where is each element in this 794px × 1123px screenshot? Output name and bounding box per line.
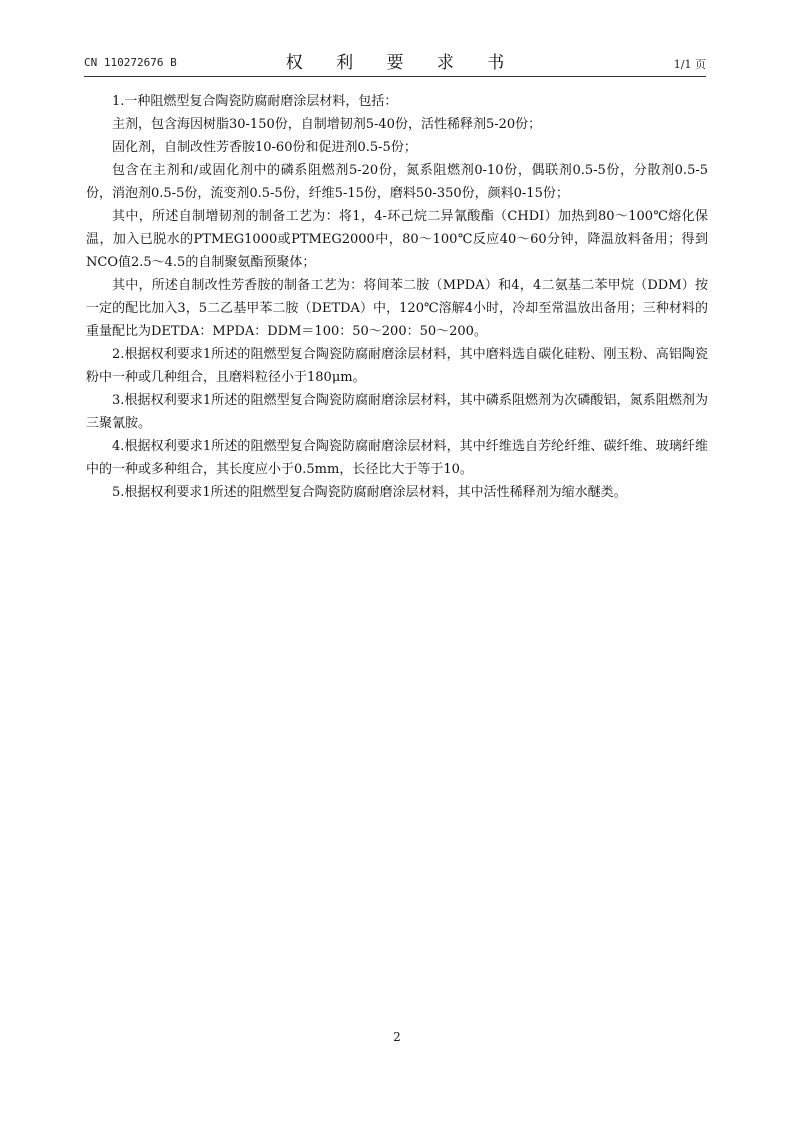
patent-number: CN 110272676 B	[84, 56, 177, 69]
page-number: 2	[393, 1030, 401, 1044]
claim-4: 4.根据权利要求1所述的阻燃型复合陶瓷防腐耐磨涂层材料，其中纤维选自芳纶纤维、碳纤维、玻璃纤维中的一种或多种组合，其长度应小于0.5mm，长径比大于等于10。	[86, 439, 708, 477]
claim-1-toughener-process: 其中，所述自制增韧剂的制备工艺为：将1，4-环己烷二异氰酸酯（CHDI）加热到80～100℃熔化保温，加入已脱水的PTMEG1000或PTMEG2000中，80～100℃反应40～60分钟，降温放料备用；得到NCO值2.5～4.5的自制聚氨酯预聚体；	[86, 209, 708, 270]
claim-1-additives: 包含在主剂和/或固化剂中的磷系阻燃剂5-20份，氮系阻燃剂0-10份，偶联剂0.5-5份，分散剂0.5-5份，消泡剂0.5-5份，流变剂0.5-5份，纤维5-15份，磨料50-350份，颜料0-15份；	[86, 163, 708, 201]
page-indicator: 1/1 页	[673, 58, 706, 71]
claim-3: 3.根据权利要求1所述的阻燃型复合陶瓷防腐耐磨涂层材料，其中磷系阻燃剂为次磷酸铝，氮系阻燃剂为三聚氰胺。	[86, 393, 708, 431]
claim-5: 5.根据权利要求1所述的阻燃型复合陶瓷防腐耐磨涂层材料，其中活性稀释剂为缩水醚类。	[112, 485, 627, 500]
header-divider	[84, 76, 706, 77]
document-title: 权 利 要 求 书	[285, 53, 519, 73]
claim-1-main-agent: 主剂，包含海因树脂30-150份，自制增韧剂5-40份，活性稀释剂5-20份；	[112, 117, 542, 132]
claim-1-intro: 1.一种阻燃型复合陶瓷防腐耐磨涂层材料，包括：	[112, 94, 398, 109]
claim-1-curing-agent: 固化剂，自制改性芳香胺10-60份和促进剂0.5-5份；	[112, 140, 417, 155]
page-header	[84, 48, 706, 74]
claim-2: 2.根据权利要求1所述的阻燃型复合陶瓷防腐耐磨涂层材料，其中磨料选自碳化硅粉、刚玉粉、高铝陶瓷粉中一种或几种组合，且磨料粒径小于180μm。	[86, 347, 708, 385]
claim-1-amine-process: 其中，所述自制改性芳香胺的制备工艺为：将间苯二胺（MPDA）和4，4二氨基二苯甲烷（DDM）按一定的配比加入3，5二乙基甲苯二胺（DETDA）中，120℃溶解4小时，冷却至常温放出备用；三种材料的重量配比为DETDA：MPDA：DDM＝100：50～200：50～200。	[86, 278, 708, 339]
claims-body	[86, 90, 708, 504]
